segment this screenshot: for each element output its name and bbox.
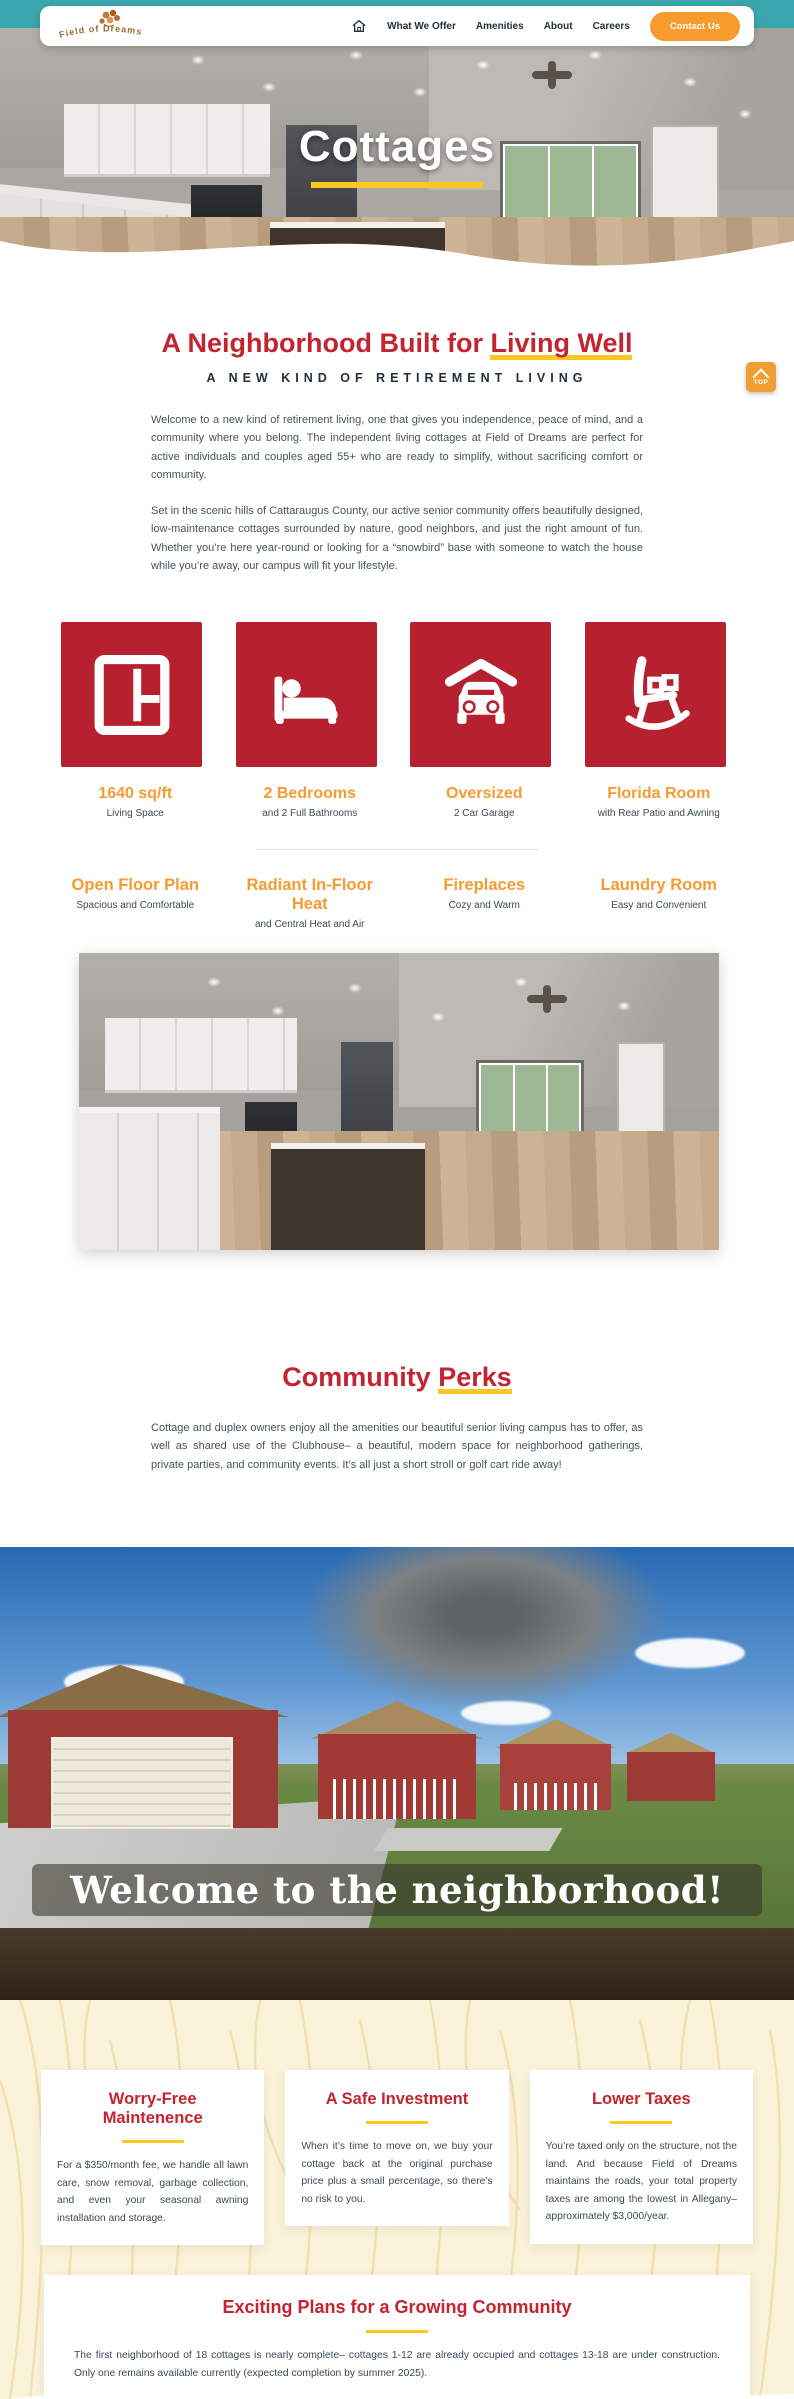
banner-caption: Welcome to the neighborhood! (70, 1868, 724, 1912)
neighborhood-video[interactable] (0, 1547, 794, 2000)
main-nav (351, 12, 740, 41)
nav-what-we-offer[interactable]: What We Offer (387, 20, 456, 32)
site-header (40, 6, 754, 46)
nav-about[interactable]: About (543, 20, 573, 32)
perks-heading-highlight: Perks (438, 1362, 512, 1392)
house-left (8, 1665, 278, 1828)
feature-garage: Oversized 2 Car Garage (410, 622, 559, 819)
banner-caption-bar (32, 1864, 762, 1916)
ceiling-fan (532, 71, 572, 79)
intro-paragraph-2: Set in the scenic hills of Cattaraugus County, our active senior community offers beautifully designed, low-maintenance cottages surrounded by nature, good neighbors, and just the right amount of fun. Whether you’re here year-round or looking for a “snowbird” base with someone to watch the house while you’re away, our campus will fit your lifestyle. (151, 505, 643, 572)
rocking-chair-icon (585, 622, 726, 767)
svg-text:Field of Dreams (58, 23, 143, 39)
back-to-top-label: TOP (753, 379, 769, 386)
feature-fireplaces: Fireplaces Cozy and Warm (443, 876, 526, 911)
cottage-interior-photo (79, 953, 719, 1250)
feature-radiant-heat: Radiant In-Floor Heat and Central Heat and Air (246, 876, 373, 930)
title-underline (311, 182, 483, 188)
back-to-top-button[interactable] (746, 362, 776, 392)
community-perks-section (0, 1250, 794, 1547)
card-safe-investment: A Safe Investment When it’s time to move on, we buy your cottage back at the original purchase price plus a small percentage, so there’s no risk to you. (285, 2070, 508, 2226)
floor-plan-icon (61, 622, 202, 767)
house-right-2 (627, 1733, 714, 1801)
hero-bottom-wave (0, 227, 794, 298)
card-divider (122, 2140, 184, 2143)
intro-paragraph-1: Welcome to a new kind of retirement living, one that gives you independence, peace of mind, and a community where you belong. The independent living cottages at Field of Dreams are perfect for active individuals and couples aged 55+ who are ready to simplify, without sacrificing comfort or community. (151, 414, 643, 481)
feature-open-floor-plan: Open Floor Plan Spacious and Comfortable (71, 876, 199, 911)
page-title: Cottages (298, 122, 496, 171)
garden-bed (0, 1928, 794, 2000)
house-right-1 (500, 1719, 611, 1810)
benefits-section (0, 2000, 794, 2399)
section-kicker: A NEW KIND OF RETIREMENT LIVING (206, 371, 588, 385)
home-icon[interactable] (351, 18, 367, 34)
growing-community-card: Exciting Plans for a Growing Community The first neighborhood of 18 cottages is nearly complete– cottages 1-12 are already occupied and cottages 13-18 are under construction. Only one remains available currently (expected completion by summer 2025). (44, 2275, 750, 2399)
perks-paragraph: Cottage and duplex owners enjoy all the amenities our beautiful senior living campus has to offer, as well as shared use of the Clubhouse– a beautiful, modern space for neighborhood gatherings, private parties, and community events. It’s all just a short stroll or golf cart ride away! (151, 1422, 643, 1471)
heading-highlight: Living Well (490, 328, 633, 358)
nav-amenities[interactable]: Amenities (475, 20, 524, 32)
features-divider (256, 849, 538, 850)
contact-us-button[interactable]: Contact Us (650, 12, 740, 41)
benefit-cards (41, 2000, 753, 2245)
feature-living-space: 1640 sq/ft Living Space (61, 622, 210, 819)
logo-illustration (54, 8, 150, 44)
bed-icon (236, 622, 377, 767)
features-section (0, 622, 794, 953)
feature-florida-room: Florida Room with Rear Patio and Awning (585, 622, 734, 819)
bottom-wave (0, 2374, 794, 2399)
hero-section (0, 28, 794, 298)
house-center (318, 1701, 477, 1819)
card-lower-taxes: Lower Taxes You’re taxed only on the structure, not the land. And because Field of Dreams maintains the roads, your total property taxes are among the lowest in Allegany– approximately $3,000/year. (530, 2070, 753, 2244)
card-worry-free-maintenance: Worry-Free Maintenence For a $350/month fee, we handle all lawn care, snow removal, garbage collection, and even your seasonal awning installation and storage. (41, 2070, 264, 2245)
card-divider (366, 2330, 428, 2333)
feature-laundry-room: Laundry Room Easy and Convenient (600, 876, 717, 911)
field-of-dreams-logo[interactable] (54, 8, 150, 44)
logo-text: Field of Dreams (57, 23, 144, 40)
kitchen-counter (79, 1107, 220, 1250)
intro-section (0, 298, 794, 622)
gallery-section (0, 953, 794, 1250)
perks-heading: Community Perks (282, 1362, 512, 1392)
card-divider (366, 2121, 428, 2124)
feature-bedrooms: 2 Bedrooms and 2 Full Bathrooms (236, 622, 385, 819)
section-heading: A Neighborhood Built for Living Well (161, 328, 633, 358)
garage-car-icon (410, 622, 551, 767)
card-divider (610, 2121, 672, 2124)
nav-careers[interactable]: Careers (592, 20, 630, 32)
